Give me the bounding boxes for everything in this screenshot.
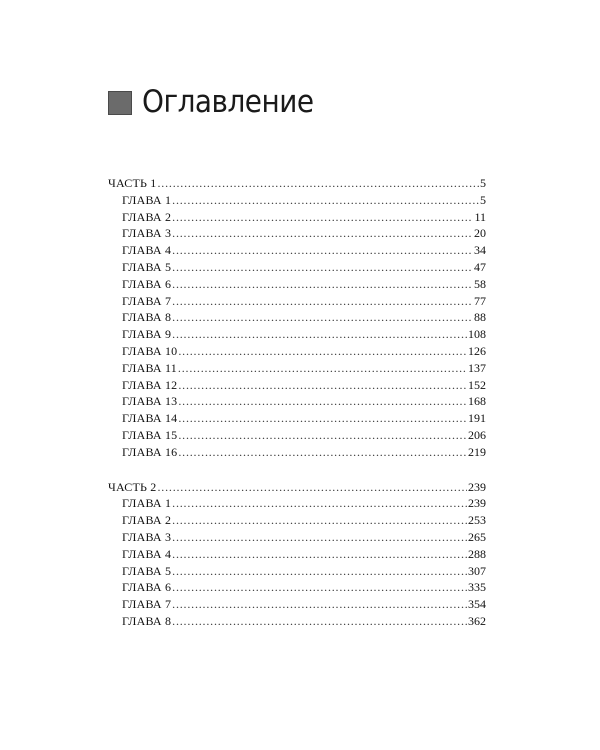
toc-part-entry[interactable] [108, 479, 486, 496]
toc-entry-label: ГЛАВА 4 [122, 546, 172, 561]
toc-entry-label: ГЛАВА 6 [122, 580, 172, 595]
toc-entry-label: ГЛАВА 2 [122, 209, 172, 224]
toc-entry-label: ГЛАВА 5 [122, 259, 172, 274]
toc-part-1 [108, 175, 486, 461]
toc-chapter-entry[interactable] [108, 512, 486, 529]
toc-entry-page: 265 [468, 529, 486, 544]
toc-part-2 [108, 479, 486, 630]
toc-entry-page: 77 [474, 293, 486, 308]
toc-entry-label: ЧАСТЬ 2 [108, 479, 157, 494]
toc-entry-label: ГЛАВА 7 [122, 293, 172, 308]
toc-chapter-entry[interactable] [108, 293, 486, 310]
toc-entry-page: 239 [468, 496, 486, 511]
toc-chapter-entry[interactable] [108, 242, 486, 259]
toc-entry-page: 88 [474, 310, 486, 325]
toc-chapter-entry[interactable] [108, 360, 486, 377]
toc-entry-page: 126 [468, 343, 486, 358]
toc-entry-page: 335 [468, 580, 486, 595]
toc-leader-dots [178, 360, 467, 377]
toc-entry-page: 47 [474, 259, 486, 274]
toc-chapter-entry[interactable] [108, 343, 486, 360]
toc-chapter-entry[interactable] [108, 259, 486, 276]
toc-entry-label: ГЛАВА 3 [122, 529, 172, 544]
toc-chapter-entry[interactable] [108, 225, 486, 242]
toc-chapter-entry[interactable] [108, 192, 486, 209]
toc-leader-dots [172, 259, 473, 276]
toc-chapter-entry[interactable] [108, 596, 486, 613]
toc-leader-dots [172, 276, 473, 293]
toc-chapter-entry[interactable] [108, 410, 486, 427]
toc-entry-label: ГЛАВА 8 [122, 310, 172, 325]
toc-entry-label: ГЛАВА 12 [122, 377, 178, 392]
toc-leader-dots [172, 293, 473, 310]
toc-leader-dots [172, 309, 473, 326]
toc-leader-dots [178, 427, 467, 444]
toc-entry-page: 307 [468, 563, 486, 578]
toc-chapter-entry[interactable] [108, 276, 486, 293]
toc-chapter-entry[interactable] [108, 209, 486, 226]
toc-leader-dots [178, 377, 467, 394]
toc-leader-dots [172, 546, 467, 563]
toc-chapter-entry[interactable] [108, 495, 486, 512]
toc-entry-label: ГЛАВА 10 [122, 343, 178, 358]
toc-entry-label: ГЛАВА 1 [122, 192, 172, 207]
toc-entry-label: ГЛАВА 4 [122, 243, 172, 258]
toc-entry-page: 219 [468, 444, 486, 459]
toc-leader-dots [172, 225, 473, 242]
toc-leader-dots [178, 444, 467, 461]
toc-chapter-entry[interactable] [108, 546, 486, 563]
toc-entry-label: ГЛАВА 8 [122, 613, 172, 628]
toc-entry-page: 168 [468, 394, 486, 409]
toc-leader-dots [172, 192, 479, 209]
toc-entry-label: ГЛАВА 1 [122, 496, 172, 511]
toc-chapter-entry[interactable] [108, 529, 486, 546]
toc-entry-label: ГЛАВА 11 [122, 360, 177, 375]
toc-leader-dots [178, 410, 467, 427]
toc-entry-label: ГЛАВА 7 [122, 597, 172, 612]
toc-chapter-entry[interactable] [108, 393, 486, 410]
toc-chapter-entry[interactable] [108, 309, 486, 326]
heading-square-icon [108, 91, 132, 115]
toc-entry-label: ГЛАВА 15 [122, 427, 178, 442]
toc-entry-label: ЧАСТЬ 1 [108, 176, 157, 190]
toc-leader-dots [172, 613, 467, 630]
toc-part-entry[interactable] [108, 175, 486, 192]
toc-entry-page: 108 [468, 327, 486, 342]
toc-chapter-entry[interactable] [108, 579, 486, 596]
toc-leader-dots [172, 495, 467, 512]
toc-leader-dots [158, 479, 468, 496]
toc-leader-dots [172, 563, 467, 580]
toc-leader-dots [178, 393, 467, 410]
toc-chapter-entry[interactable] [108, 563, 486, 580]
toc-chapter-entry[interactable] [108, 377, 486, 394]
page-heading [108, 80, 313, 124]
toc-entry-label: ГЛАВА 2 [122, 513, 172, 528]
toc-chapter-entry[interactable] [108, 326, 486, 343]
toc-entry-label: ГЛАВА 3 [122, 226, 172, 241]
toc-entry-label: ГЛАВА 6 [122, 276, 172, 291]
toc-leader-dots [172, 579, 467, 596]
toc-entry-label: ГЛАВА 5 [122, 563, 172, 578]
page-title: Оглавление [142, 83, 314, 120]
toc-entry-page: 253 [468, 513, 486, 528]
toc-chapter-entry[interactable] [108, 444, 486, 461]
toc-entry-page: 5 [480, 192, 486, 207]
toc-entry-page: 5 [480, 176, 486, 190]
toc-entry-label: ГЛАВА 16 [122, 444, 178, 459]
toc-leader-dots [172, 326, 467, 343]
toc-leader-dots [172, 596, 467, 613]
toc-entry-page: 239 [468, 479, 486, 494]
toc-entry-page: 20 [474, 226, 486, 241]
toc-entry-label: ГЛАВА 9 [122, 327, 172, 342]
toc-leader-dots [172, 209, 473, 226]
toc-entry-label: ГЛАВА 14 [122, 411, 178, 426]
toc-entry-page: 354 [468, 597, 486, 612]
toc-leader-dots [158, 175, 480, 192]
toc-chapter-entry[interactable] [108, 613, 486, 630]
toc-chapter-entry[interactable] [108, 427, 486, 444]
toc-entry-page: 137 [468, 360, 486, 375]
table-of-contents [108, 175, 486, 648]
toc-leader-dots [178, 343, 467, 360]
toc-entry-page: 152 [468, 377, 486, 392]
toc-leader-dots [172, 242, 473, 259]
toc-entry-page: 288 [468, 546, 486, 561]
toc-entry-page: 191 [468, 411, 486, 426]
toc-leader-dots [172, 512, 467, 529]
toc-entry-page: 11 [474, 209, 486, 224]
toc-leader-dots [172, 529, 467, 546]
toc-entry-page: 206 [468, 427, 486, 442]
toc-entry-page: 58 [474, 276, 486, 291]
toc-entry-page: 362 [468, 613, 486, 628]
toc-entry-label: ГЛАВА 13 [122, 394, 178, 409]
toc-entry-page: 34 [474, 243, 486, 258]
